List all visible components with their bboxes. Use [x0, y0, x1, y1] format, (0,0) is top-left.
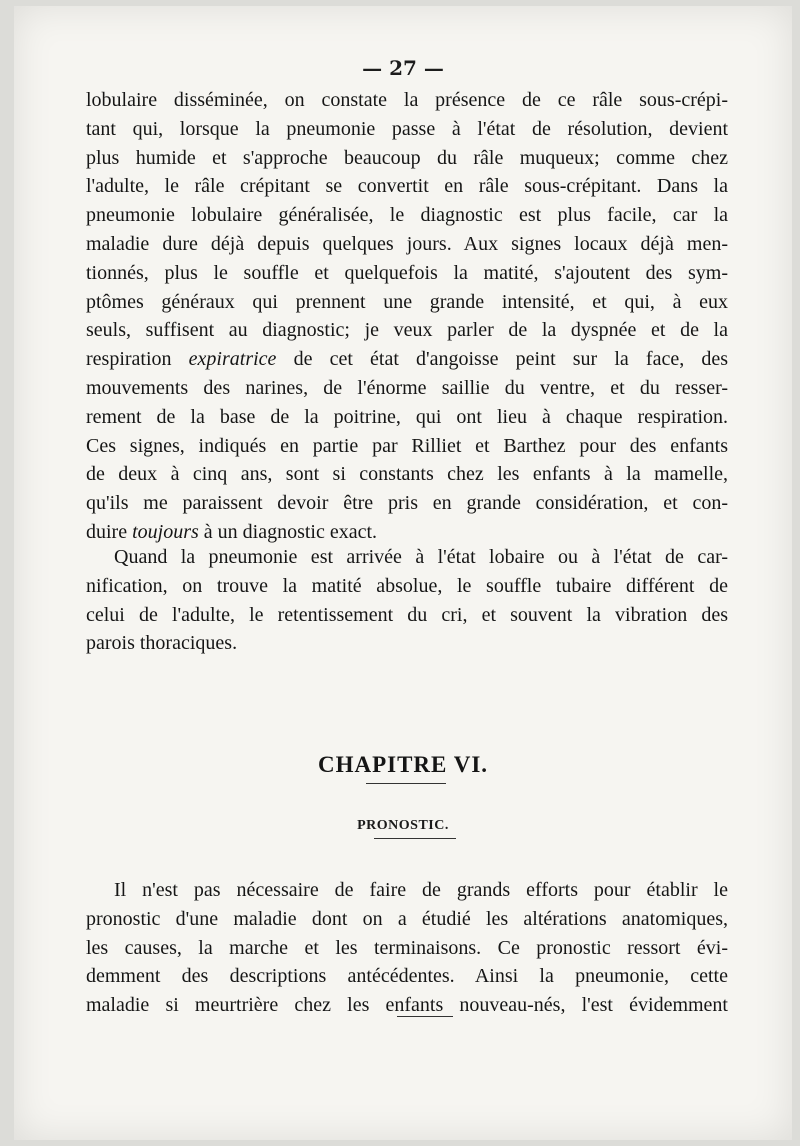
paragraph-line: mouvements des narines, de l'énorme saillie du ventre, et du resser- — [86, 376, 728, 399]
paragraph-line: rement de la base de la poitrine, qui ont lieu à chaque respiration. — [86, 405, 728, 428]
text-segment: respiration — [86, 348, 172, 371]
paragraph-line: les causes, la marche et les terminaisons. Ce pronostic ressort évi- — [86, 936, 728, 959]
section-title: PRONOSTIC. — [357, 818, 449, 833]
paragraph-line: parois thoraciques. — [86, 632, 238, 655]
paragraph-3 — [86, 876, 728, 1020]
italic-term: toujours — [132, 520, 199, 543]
paragraph-line: ptômes généraux qui prennent une grande intensité, et qui, à eux — [86, 290, 728, 313]
paragraph-line: Quand la pneumonie est arrivée à l'état lobaire ou à l'état de car- — [114, 546, 728, 568]
paragraph-line: l'adulte, le râle crépitant se convertit en râle sous-crépitant. Dans la — [86, 175, 728, 198]
paragraph-line: seuls, suffisent au diagnostic; je veux parler de la dyspnée et de la — [86, 319, 728, 342]
italic-term: expiratrice — [188, 348, 277, 371]
paragraph-line: nification, on trouve la matité absolue, le souffle tubaire différent de — [86, 574, 728, 597]
paragraph-line: pneumonie lobulaire généralisée, le diagnostic est plus facile, car la — [86, 204, 728, 227]
paragraph-line — [86, 345, 728, 374]
paragraph-2 — [86, 543, 728, 658]
bottom-rule — [397, 1016, 453, 1017]
text-segment: duire — [86, 520, 128, 543]
page-number: — 27 — — [362, 56, 444, 80]
paragraph-line: Ces signes, indiqués en partie par Rilliet et Barthez pour des enfants — [86, 434, 728, 457]
paragraph-line: lobulaire disséminée, on constate la présence de ce râle sous-crépi- — [86, 89, 728, 111]
paragraph-line: tionnés, plus le souffle et quelquefois la matité, s'ajoutent des sym- — [86, 261, 728, 284]
paragraph-line: maladie dure déjà depuis quelques jours. Aux signes locaux déjà men- — [86, 232, 728, 255]
text-segment: de cet état d'angoisse peint sur la face, des — [293, 348, 729, 371]
paragraph-line: tant qui, lorsque la pneumonie passe à l'état de résolution, devient — [86, 117, 728, 140]
paragraph-line: qu'ils me paraissent devoir être pris en grande considération, et con- — [86, 492, 728, 515]
chapter-title: CHAPITRE VI. — [317, 752, 489, 777]
paragraph-1 — [86, 86, 728, 547]
section-rule — [374, 838, 456, 839]
paragraph-line: pronostic d'une maladie dont on a étudié les altérations anatomiques, — [86, 907, 728, 930]
paragraph-line: celui de l'adulte, le retentissement du cri, et souvent la vibration des — [86, 603, 728, 626]
paragraph-line: demment des descriptions antécédentes. Ainsi la pneumonie, cette — [86, 965, 728, 988]
book-page — [14, 6, 792, 1140]
text-segment: à un diagnostic exact. — [203, 520, 378, 543]
paragraph-line: Il n'est pas nécessaire de faire de grands efforts pour établir le — [114, 879, 728, 901]
paragraph-line: maladie si meurtrière chez les enfants nouveau-nés, l'est évidemment — [86, 994, 728, 1017]
paragraph-line: de deux à cinq ans, sont si constants chez les enfants à la mamelle, — [86, 463, 728, 486]
paragraph-line: plus humide et s'approche beaucoup du râle muqueux; comme chez — [86, 146, 728, 169]
chapter-rule — [366, 783, 446, 784]
